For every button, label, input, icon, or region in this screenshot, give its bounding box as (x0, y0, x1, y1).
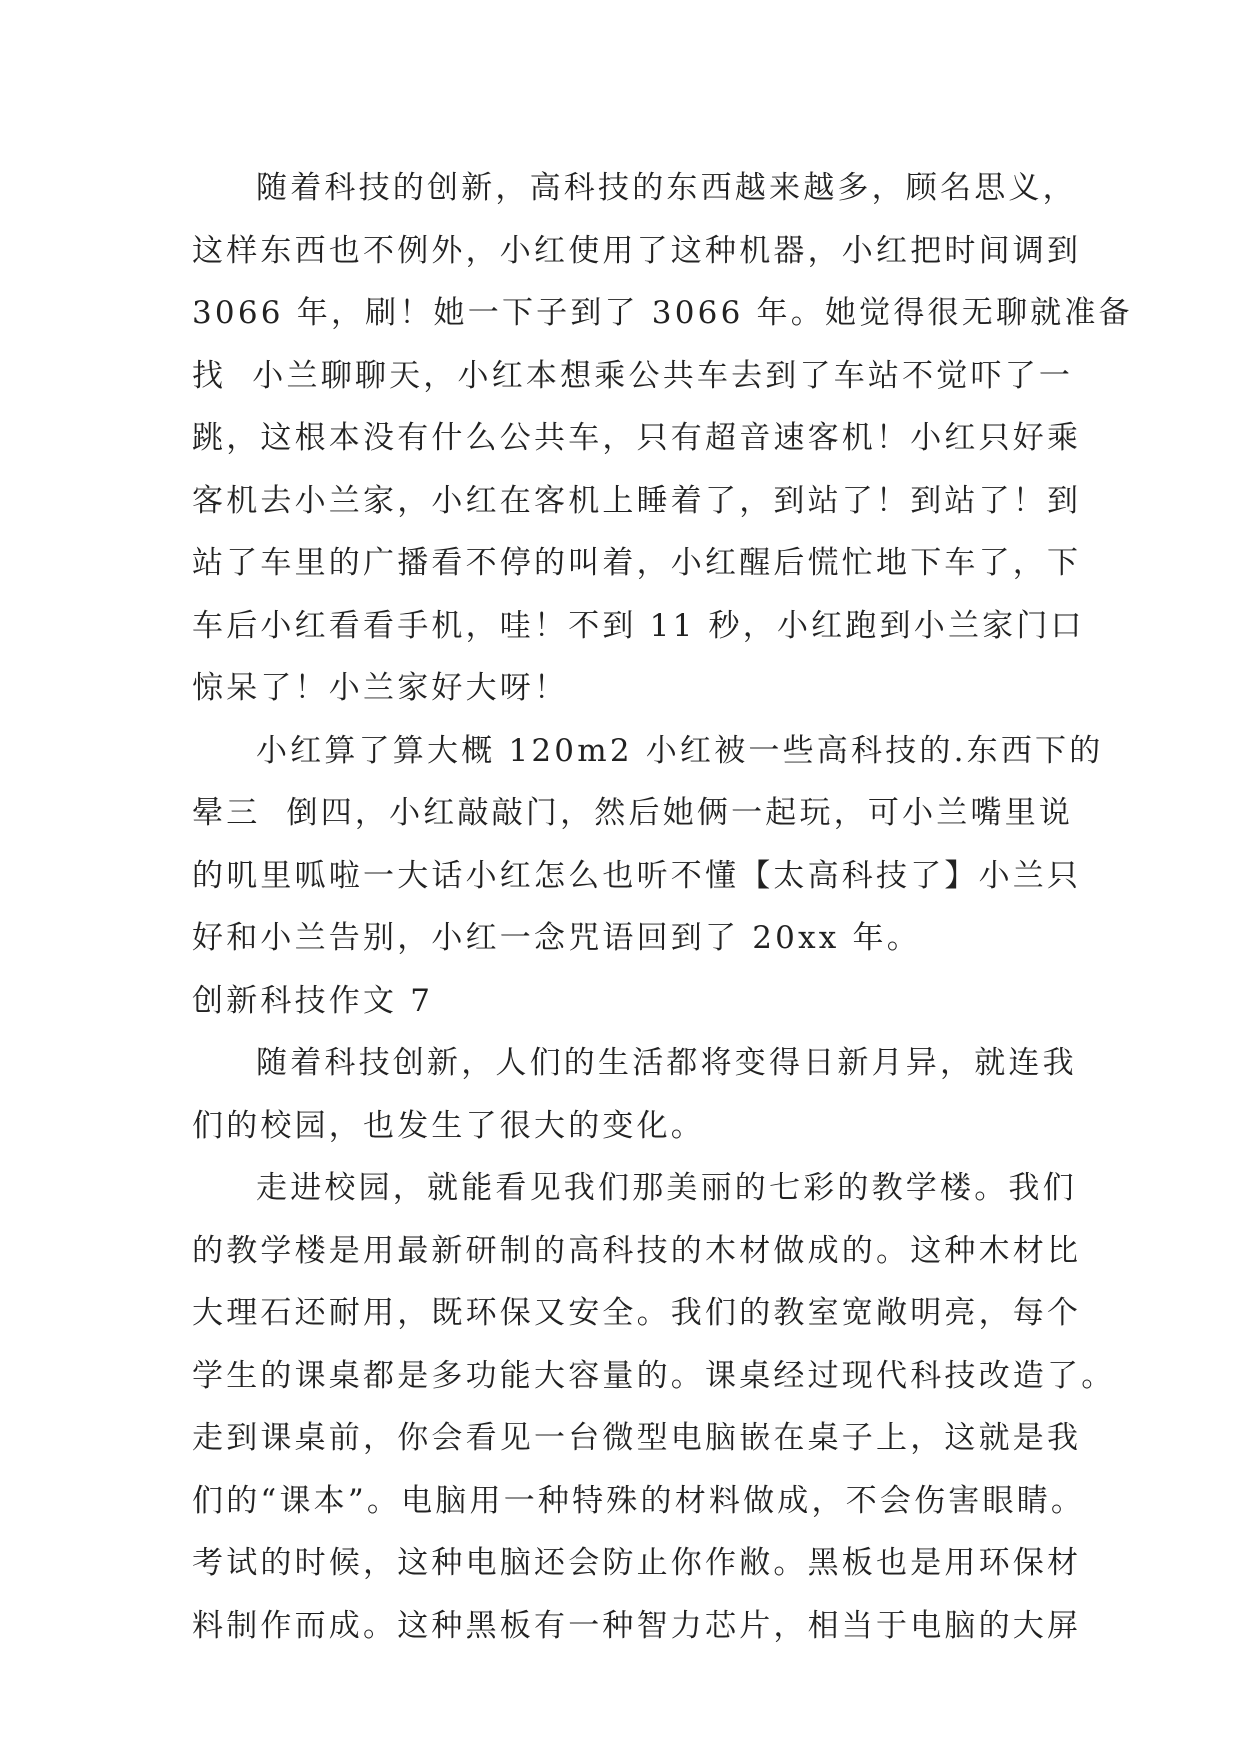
paragraph-line: 们的校园，也发生了很大的变化。 (192, 1107, 705, 1144)
paragraph-line: 小红算了算大概 120m2 小红被一些高科技的.东西下的 (256, 732, 1104, 769)
paragraph-line: 3066 年，刷！她一下子到了 3066 年。她觉得很无聊就准备 (192, 295, 1133, 331)
paragraph-line: 走到课桌前，你会看见一台微型电脑嵌在桌子上，这就是我 (192, 1420, 1082, 1456)
paragraph-line: 的教学楼是用最新研制的高科技的木材做成的。这种木材比 (192, 1232, 1082, 1269)
paragraph-line: 好和小兰告别，小红一念咒语回到了 20xx 年。 (192, 920, 921, 956)
paragraph-line: 随着科技创新，人们的生活都将变得日新月异，就连我 (256, 1045, 1077, 1081)
paragraph-line: 客机去小兰家，小红在客机上睡着了，到站了！到站了！到 (192, 482, 1082, 519)
paragraph-line: 跳，这根本没有什么公共车，只有超音速客机！小红只好乘 (192, 420, 1082, 456)
paragraph-line: 晕三 倒四，小红敲敲门，然后她俩一起玩，可小兰嘴里说 (192, 795, 1074, 831)
section-heading: 创新科技作文 7 (192, 982, 434, 1019)
paragraph-line: 学生的课桌都是多功能大容量的。课桌经过现代科技改造了。 (192, 1357, 1116, 1394)
paragraph-line: 站了车里的广播看不停的叫着，小红醒后慌忙地下车了，下 (192, 545, 1082, 581)
paragraph-line: 们的“课本”。电脑用一种特殊的材料做成，不会伤害眼睛。 (192, 1482, 1086, 1519)
document-body (192, 157, 1133, 1657)
paragraph-line: 这样东西也不例外，小红使用了这种机器，小红把时间调到 (192, 232, 1082, 269)
paragraph-line: 的叽里呱啦一大话小红怎么也听不懂【太高科技了】小兰只 (192, 857, 1082, 894)
paragraph-line: 大理石还耐用，既环保又安全。我们的教室宽敞明亮，每个 (192, 1295, 1082, 1331)
paragraph-line: 找 小兰聊聊天，小红本想乘公共车去到了车站不觉吓了一 (192, 357, 1074, 394)
paragraph-line: 走进校园，就能看见我们那美丽的七彩的教学楼。我们 (256, 1170, 1077, 1206)
paragraph-line: 车后小红看看手机，哇！不到 11 秒，小红跑到小兰家门口 (192, 607, 1085, 644)
paragraph-line: 惊呆了！小兰家好大呀！ (192, 670, 569, 706)
paragraph-line: 随着科技的创新，高科技的东西越来越多，顾名思义， (256, 170, 1077, 206)
paragraph-line: 考试的时候，这种电脑还会防止你作敝。黑板也是用环保材 (192, 1545, 1082, 1581)
paragraph-line: 料制作而成。这种黑板有一种智力芯片，相当于电脑的大屏 (192, 1607, 1082, 1644)
